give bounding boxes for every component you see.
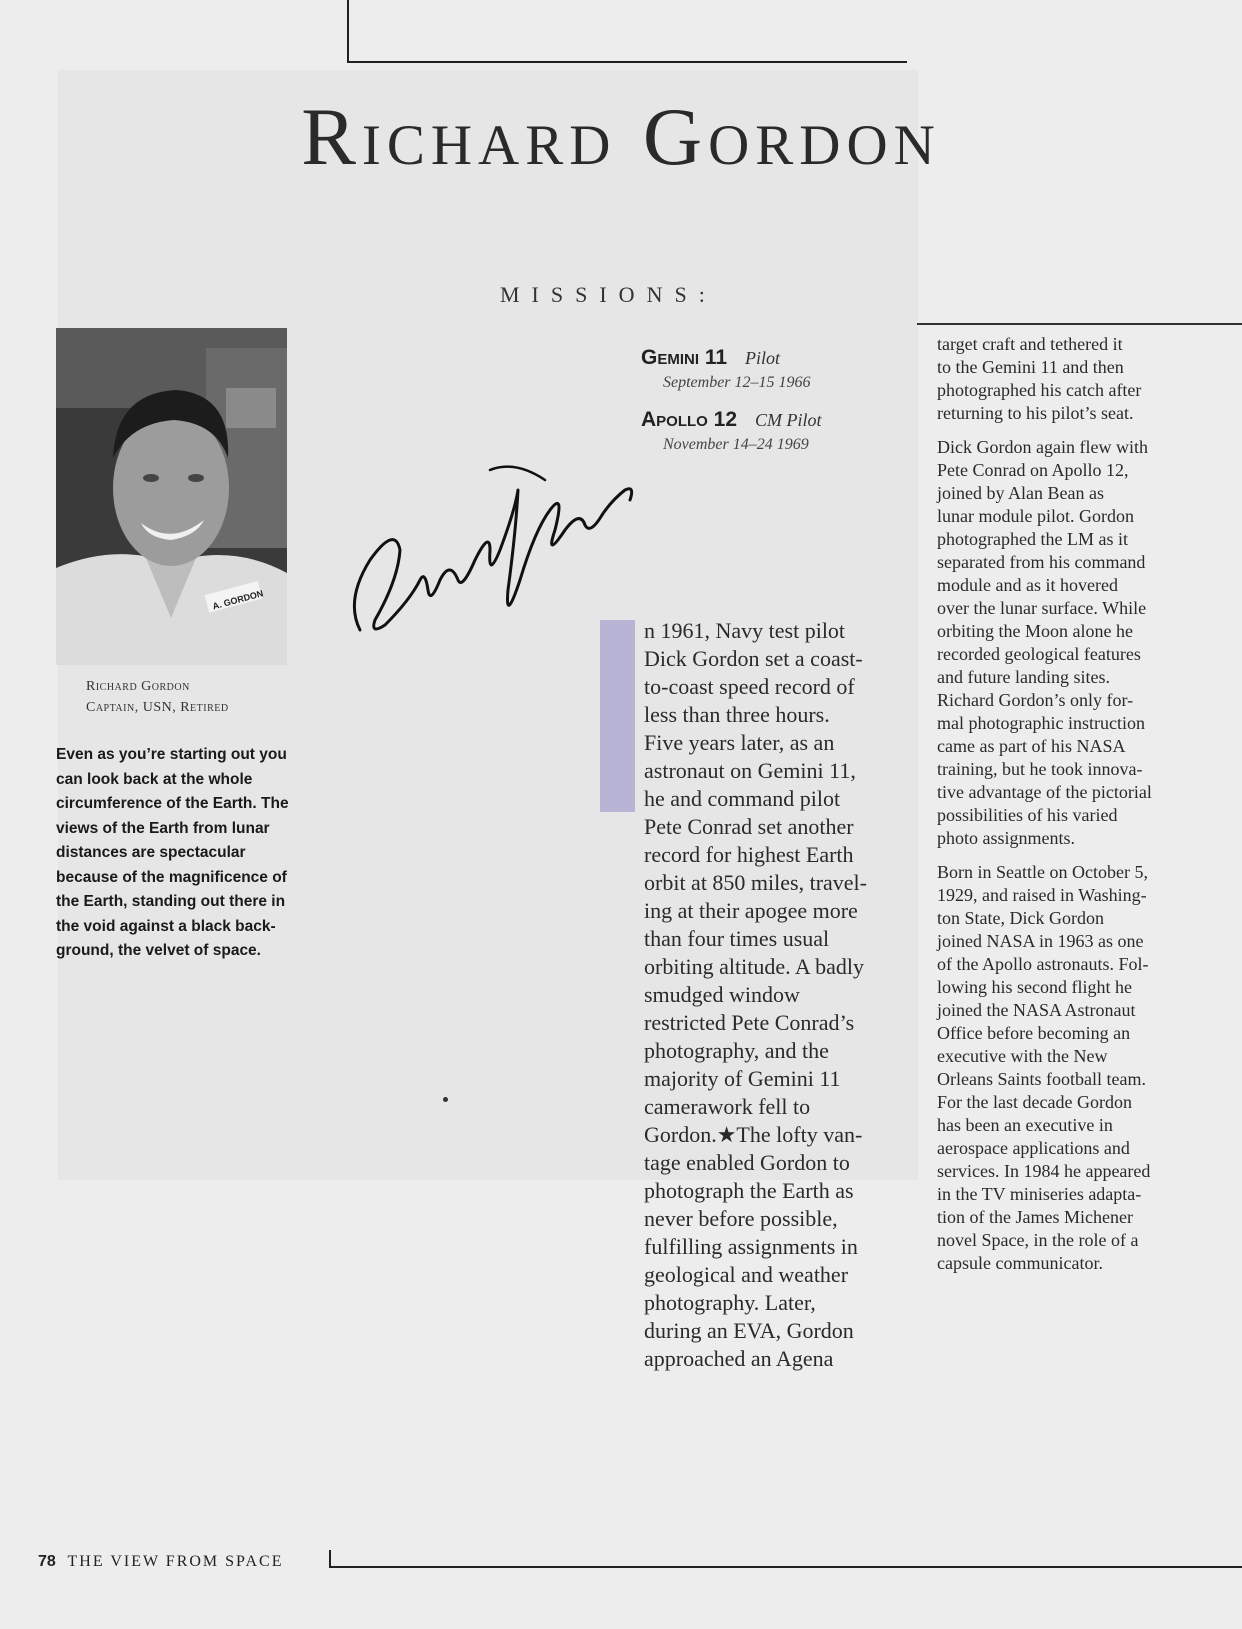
caption-name: Richard Gordon	[86, 679, 190, 694]
body-line: Office before becoming an	[937, 1023, 1131, 1043]
quote-line: the Earth, standing out there in	[56, 893, 286, 910]
body-line: recorded geological features	[937, 644, 1141, 664]
body-line: For the last decade Gordon	[937, 1092, 1132, 1112]
body-line: to the Gemini 11 and then	[937, 357, 1124, 377]
body-line: during an EVA, Gordon	[644, 1318, 854, 1343]
quote-line: ground, the velvet of space.	[56, 942, 261, 959]
mission-apollo-12	[641, 408, 822, 454]
page-footer	[38, 1553, 283, 1571]
body-line: novel Space, in the role of a	[937, 1230, 1139, 1250]
body-line: photography, and the	[644, 1038, 829, 1063]
quote-line: Even as you’re starting out you	[56, 746, 287, 763]
body-line: services. In 1984 he appeared	[937, 1161, 1151, 1181]
body-line: orbiting altitude. A badly	[644, 954, 864, 979]
mission-name: Apollo 12	[641, 408, 738, 431]
quote-block	[56, 743, 316, 964]
body-line: majority of Gemini 11	[644, 1066, 841, 1091]
body-line: approached an Agena	[644, 1346, 834, 1371]
photo-caption	[86, 676, 229, 718]
mission-gemini-11	[641, 346, 811, 392]
footer-rule	[329, 1550, 1242, 1568]
body-line: ton State, Dick Gordon	[937, 908, 1104, 928]
quote-line: can look back at the whole	[56, 770, 253, 788]
body-line: astronaut on Gemini 11,	[644, 758, 856, 783]
body-line: and future landing sites.	[937, 667, 1110, 687]
quote-line: the void against a black back-	[56, 917, 276, 935]
body-line: lowing his second flight he	[937, 977, 1132, 997]
body-line: than four times usual	[644, 926, 830, 951]
body-line: Pete Conrad set another	[644, 814, 854, 839]
body-line: 1929, and raised in Washing-	[937, 885, 1147, 905]
body-line: in the TV miniseries adapta-	[937, 1184, 1142, 1204]
body-line: joined by Alan Bean as	[937, 483, 1104, 503]
body-line: tage enabled Gordon to	[644, 1150, 850, 1175]
body-line: never before possible,	[644, 1206, 838, 1231]
caption-rank: Captain, USN, Retired	[86, 700, 229, 715]
body-line: Orleans Saints football team.	[937, 1069, 1146, 1089]
mission-role: CM Pilot	[755, 410, 822, 430]
ink-speck	[443, 1097, 448, 1102]
body-line: Dick Gordon again flew with	[937, 437, 1148, 457]
body-line: Gordon.★The lofty van-	[644, 1122, 863, 1147]
body-line: orbiting the Moon alone he	[937, 621, 1133, 641]
body-line: Five years later, as an	[644, 730, 835, 755]
body-line: photographed his catch after	[937, 380, 1142, 400]
mission-dates: September 12–15 1966	[663, 374, 811, 391]
body-line: tion of the James Michener	[937, 1207, 1133, 1227]
page-title: Richard Gordon	[301, 91, 941, 182]
body-line: separated from his command	[937, 552, 1146, 572]
body-line: came as part of his NASA	[937, 736, 1126, 756]
astronaut-portrait-photo	[56, 328, 287, 665]
body-line: aerospace applications and	[937, 1138, 1130, 1158]
mission-dates: November 14–24 1969	[663, 436, 809, 453]
autograph-signature	[340, 430, 640, 670]
body-line: executive with the New	[937, 1046, 1108, 1066]
body-line: of the Apollo astronauts. Fol-	[937, 954, 1149, 974]
missions-divider	[917, 323, 1242, 325]
body-line: has been an executive in	[937, 1115, 1113, 1135]
body-line: photograph the Earth as	[644, 1178, 854, 1203]
body-line: Pete Conrad on Apollo 12,	[937, 460, 1129, 480]
missions-heading: MISSIONS:	[500, 282, 717, 307]
quote-line: because of the magnificence of	[56, 868, 287, 886]
body-line: over the lunar surface. While	[937, 598, 1147, 618]
body-line: mal photographic instruction	[937, 713, 1145, 733]
mission-role: Pilot	[745, 348, 781, 368]
body-line: Richard Gordon’s only for-	[937, 690, 1134, 710]
body-line: n 1961, Navy test pilot	[644, 618, 846, 643]
body-line: smudged window	[644, 982, 800, 1007]
body-line: possibilities of his varied	[937, 805, 1118, 825]
body-line: tive advantage of the pictorial	[937, 782, 1152, 802]
quote-line: distances are spectacular	[56, 844, 246, 861]
paragraph	[937, 333, 1212, 425]
body-line: photography. Later,	[644, 1290, 816, 1315]
body-line: less than three hours.	[644, 702, 830, 727]
body-line: joined the NASA Astronaut	[937, 1000, 1136, 1020]
paragraph	[937, 436, 1212, 850]
body-line: Dick Gordon set a coast-	[644, 646, 863, 671]
body-line: returning to his pilot’s seat.	[937, 403, 1134, 423]
body-line: to-coast speed record of	[644, 674, 855, 699]
body-line: capsule communicator.	[937, 1253, 1103, 1273]
name-tag-text: A. GORDON	[211, 588, 265, 612]
mission-name: Gemini 11	[641, 346, 728, 369]
drop-cap-bar	[600, 620, 635, 812]
main-article-column	[644, 617, 909, 1373]
quote-line: circumference of the Earth. The	[56, 795, 289, 812]
body-line: module and as it hovered	[937, 575, 1118, 595]
body-line: record for highest Earth	[644, 842, 854, 867]
top-frame-rule	[347, 0, 907, 63]
book-title: THE VIEW FROM SPACE	[67, 1553, 284, 1570]
body-line: fulfilling assignments in	[644, 1234, 858, 1259]
body-line: training, but he took innova-	[937, 759, 1143, 779]
right-article-column	[937, 333, 1212, 1286]
body-line: photo assignments.	[937, 828, 1075, 848]
body-line: orbit at 850 miles, travel-	[644, 870, 867, 895]
body-line: photographed the LM as it	[937, 529, 1128, 549]
body-line: restricted Pete Conrad’s	[644, 1010, 855, 1035]
body-line: camerawork fell to	[644, 1094, 811, 1119]
body-line: target craft and tethered it	[937, 334, 1123, 354]
body-line: he and command pilot	[644, 786, 841, 811]
quote-line: views of the Earth from lunar	[56, 819, 270, 837]
paragraph	[937, 861, 1212, 1275]
body-line: Born in Seattle on October 5,	[937, 862, 1148, 882]
body-line: joined NASA in 1963 as one	[937, 931, 1144, 951]
page-number: 78	[38, 1553, 56, 1570]
body-line: geological and weather	[644, 1262, 849, 1287]
body-line: ing at their apogee more	[644, 898, 858, 923]
body-line: lunar module pilot. Gordon	[937, 506, 1134, 526]
